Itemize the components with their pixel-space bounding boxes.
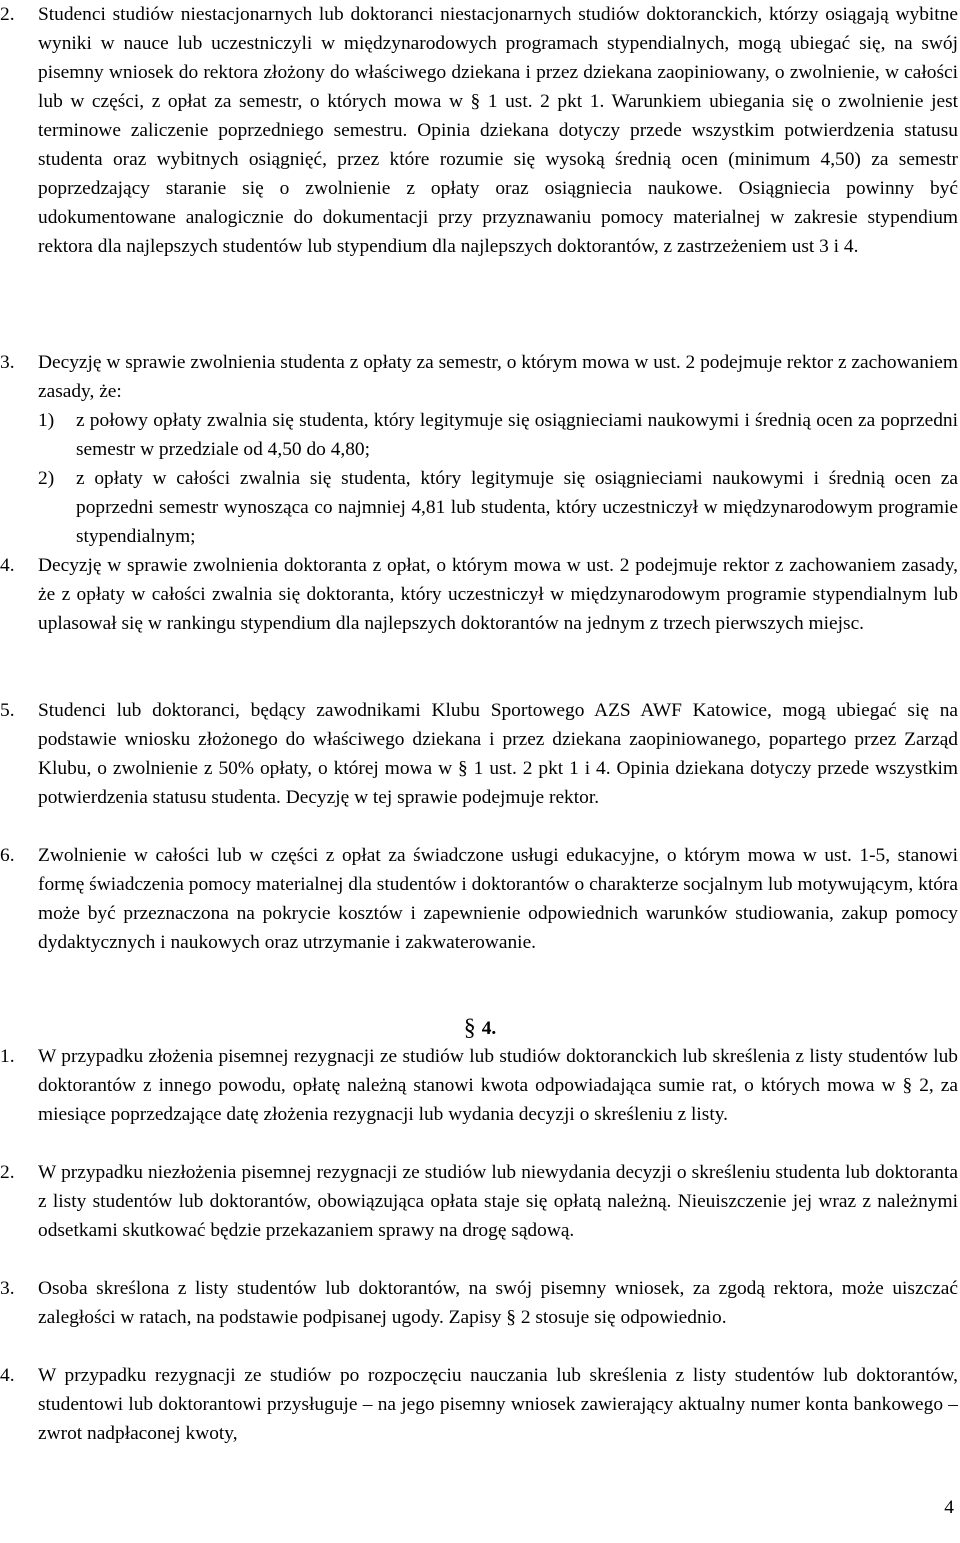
item-number: 3. bbox=[0, 1278, 15, 1299]
item-number: 5. bbox=[0, 700, 15, 721]
section-heading bbox=[0, 1013, 960, 1043]
subitem-text: z opłaty w całości zwalnia się studenta, który legitymuje się osiągnieciami naukowymi i średnią ocen za poprzedni semestr wynosząca co najmniej 4,81 lub studenta, który uczestniczył w międzynarodowym programie stypendialnym; bbox=[76, 468, 958, 547]
item-4-3 bbox=[0, 1274, 958, 1332]
item-text: Studenci lub doktoranci, będący zawodnikami Klubu Sportowego AZS AWF Katowice, mogą ubiegać się na podstawie wniosku złożonego do właściwego dziekana i przez dziekana zaopiniowanego, popartego przez Zarząd Klubu, o zwolnienie z 50% opłaty, o której mowa w § 1 ust. 2 pkt 1 i 4. Opinia dziekana dotyczy przede wszystkim potwierdzenia statusu studenta. Decyzję w tej sprawie podejmuje rektor. bbox=[38, 700, 958, 808]
item-text: Zwolnienie w całości lub w części z opłat za świadczone usługi edukacyjne, o którym mowa w ust. 1-5, stanowi formę świadczenia pomocy materialnej dla studentów i doktorantów o charakterze socjalnym lub motywującym, która może być przeznaczona na pokrycie kosztów i zapewnienie odpowiednich warunków studiowania, zakup pomocy dydaktycznych i naukowych oraz utrzymanie i zakwaterowanie. bbox=[38, 845, 958, 953]
item-text: Decyzję w sprawie zwolnienia studenta z opłaty za semestr, o którym mowa w ust. 2 podejmuje rektor z zachowaniem zasady, że: bbox=[38, 352, 958, 402]
subitem-3-3-2 bbox=[0, 464, 958, 551]
item-number: 3. bbox=[0, 352, 15, 373]
section-number: 4. bbox=[481, 1018, 497, 1039]
subitem-number: 1) bbox=[38, 410, 55, 431]
item-3-2 bbox=[0, 0, 958, 261]
subitem-3-3-1 bbox=[0, 406, 958, 464]
item-text: Osoba skreślona z listy studentów lub doktorantów, na swój pisemny wniosek, za zgodą rektora, może uiszczać zaległości w ratach, na podstawie podpisanej ugody. Zapisy § 2 stosuje się odpowiednio. bbox=[38, 1278, 958, 1328]
item-4-4 bbox=[0, 1361, 958, 1448]
section-symbol: § bbox=[463, 1015, 476, 1041]
item-text: Decyzję w sprawie zwolnienia doktoranta z opłat, o którym mowa w ust. 2 podejmuje rektor z zachowaniem zasady, że z opłaty w całości zwalnia się doktoranta, który uczestniczył w międzynarodowym programie stypendialnym lub uplasował się w rankingu stypendium dla najlepszych doktorantów na jednym z trzech pierwszych miejsc. bbox=[38, 555, 958, 634]
item-3-4 bbox=[0, 551, 958, 638]
subitem-number: 2) bbox=[38, 468, 55, 489]
item-number: 1. bbox=[0, 1046, 15, 1067]
item-text: W przypadku złożenia pisemnej rezygnacji ze studiów lub studiów doktoranckich lub skreślenia z listy studentów lub doktorantów z innego powodu, opłatę należną stanowi kwota odpowiadająca sumie rat, o których mowa w § 2, za miesiące poprzedzające datę złożenia rezygnacji lub wydania decyzji o skreśleniu z listy. bbox=[38, 1046, 958, 1125]
item-text: W przypadku niezłożenia pisemnej rezygnacji ze studiów lub niewydania decyzji o skreśleniu studenta lub doktoranta z listy studentów lub doktorantów, obowiązująca opłata staje się opłatą należną. Nieuiszczenie jej wraz z należnymi odsetkami skutkować będzie przekazaniem sprawy na drogę sądową. bbox=[38, 1162, 958, 1241]
subitem-text: z połowy opłaty zwalnia się studenta, który legitymuje się osiągnieciami naukowymi i średnią ocen za poprzedni semestr w przedziale od 4,50 do 4,80; bbox=[76, 410, 958, 460]
item-number: 6. bbox=[0, 845, 15, 866]
item-text: W przypadku rezygnacji ze studiów po rozpoczęciu nauczania lub skreślenia z listy studentów lub doktorantów, studentowi lub doktorantowi przysługuje – na jego pisemny wniosek zawierający aktualny numer konta bankowego – zwrot nadpłaconej kwoty, bbox=[38, 1365, 958, 1444]
item-number: 4. bbox=[0, 1365, 15, 1386]
item-4-2 bbox=[0, 1158, 958, 1245]
item-4-1 bbox=[0, 1042, 958, 1129]
item-number: 2. bbox=[0, 1162, 15, 1183]
page-number: 4 bbox=[944, 1497, 954, 1518]
item-3-6 bbox=[0, 841, 958, 957]
item-text: Studenci studiów niestacjonarnych lub doktoranci niestacjonarnych studiów doktoranckich, którzy osiągają wybitne wyniki w nauce lub uczestniczyli w międzynarodowych programach stypendialnych, mogą ubiegać się, na swój pisemny wniosek do rektora złożony do właściwego dziekana i przez dziekana zaopiniowany, o zwolnienie, w całości lub w części, z opłat za semestr, o których mowa w § 1 ust. 2 pkt 1. Warunkiem ubiegania się o zwolnienie jest terminowe zaliczenie poprzedniego semestru. Opinia dziekana dotyczy przede wszystkim potwierdzenia statusu studenta oraz wybitnych osiągnięć, przez które rozumie się wysoką średnią ocen (minimum 4,50) za semestr poprzedzający staranie się o zwolnienie z opłaty oraz osiągniecia naukowe. Osiągniecia powinny być udokumentowane analogicznie do dokumentacji przy przyznawaniu pomocy materialnej w zakresie stypendium rektora dla najlepszych studentów lub stypendium dla najlepszych doktorantów, z zastrzeżeniem ust 3 i 4. bbox=[38, 4, 958, 257]
item-3-5 bbox=[0, 696, 958, 812]
item-3-3 bbox=[0, 348, 958, 406]
item-number: 4. bbox=[0, 555, 15, 576]
item-number: 2. bbox=[0, 4, 15, 25]
